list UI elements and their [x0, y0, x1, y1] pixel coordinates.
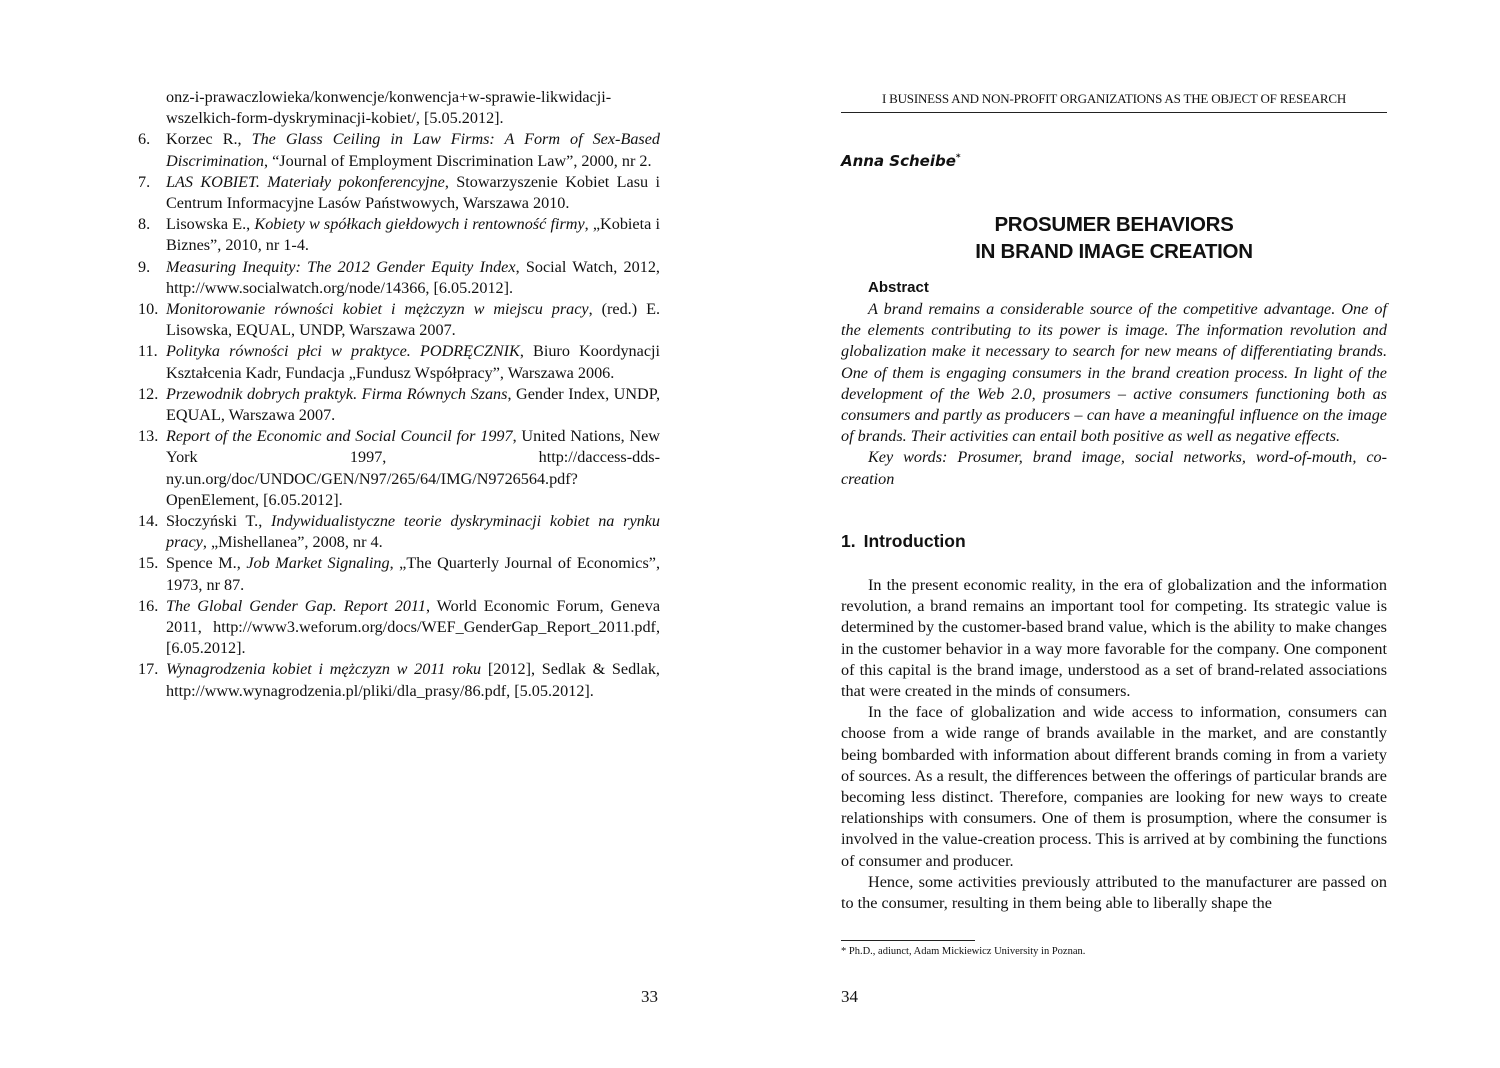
article-title: [841, 211, 1387, 265]
section-number: 1.: [841, 531, 856, 551]
article-title-line-2: IN BRAND IMAGE CREATION: [975, 240, 1253, 263]
running-head: I BUSINESS AND NON-PROFIT ORGANIZATIONS AS THE OBJECT OF RESEARCH: [881, 91, 1347, 106]
reference-item: [138, 384, 660, 426]
reference-number: 11.: [138, 342, 158, 361]
paragraph: Hence, some activities previously attributed to the manufacturer are passed on to the consumer, resulting in them being able to liberally shape the: [841, 872, 1387, 913]
right-page: [750, 0, 1500, 1068]
abstract-text: A brand remains a considerable source of the competitive advantage. One of the elements contributing to its power is image. The information revolution and globalization make it necessary to search for new means of differentiating brands. One of them is engaging consumers in the brand creation process. In light of the development of the Web 2.0, prosumers – active consumers functioning both as consumers and partly as producers – can have a meaningful influence on the image of brands. Their activities can entail both positive as well as negative effects.: [841, 300, 1387, 446]
abstract: [841, 299, 1387, 490]
reference-item: [138, 553, 660, 595]
section-heading: [841, 531, 966, 552]
author-footnote-mark: *: [955, 153, 961, 163]
reference-text: Przewodnik dobrych praktyk. Firma Równych Szans, Gender Index, UNDP, EQUAL, Warszawa 2007.: [166, 384, 660, 425]
paragraph: In the present economic reality, in the era of globalization and the information revolution, a brand remains an important tool for competing. Its strategic value is determined by the customer-based brand value, which is the ability to make changes in the customer behavior in a way more favorable for the company. One component of this capital is the brand image, understood as a set of brand-related associations that were created in the minds of consumers.: [841, 576, 1387, 701]
reference-text: Korzec R., The Glass Ceiling in Law Firms: A Form of Sex-Based Discrimination, “Journal of Employment Discrimination Law”, 2000, nr 2.: [166, 130, 660, 170]
article-title-line-1: PROSUMER BEHAVIORS: [994, 213, 1234, 236]
reference-number: 9.: [138, 257, 151, 276]
author-name: Anna Scheibe*: [841, 152, 961, 170]
page-number: 33: [641, 987, 658, 1006]
body-text: [841, 575, 1387, 914]
reference-number: 10.: [138, 300, 159, 319]
reference-text: The Global Gender Gap. Report 2011, World Economic Forum, Geneva 2011, http://www3.weforum.org/docs/WEF_GenderGap_Report_2011.pdf, [6.05.2012].: [166, 596, 661, 658]
reference-number: 16.: [138, 596, 159, 615]
reference-number: 6.: [138, 130, 151, 149]
reference-text: Słoczyński T., Indywidualistyczne teorie dyskryminacji kobiet na rynku pracy, „Mishellanea”, 2008, nr 4.: [166, 512, 661, 552]
reference-item: [138, 596, 660, 660]
reference-number: 8.: [138, 215, 151, 234]
reference-item: [138, 257, 660, 299]
reference-number: 15.: [138, 554, 159, 573]
reference-text: Wynagrodzenia kobiet i mężczyzn w 2011 roku [2012], Sedlak & Sedlak, http://www.wynagrodzenia.pl/pliki/dla_prasy/86.pdf, [5.05.2012].: [166, 660, 660, 700]
page-number: 34: [841, 987, 858, 1006]
reference-text: Spence M., Job Market Signaling, „The Quarterly Journal of Economics”, 1973, nr 87.: [166, 554, 661, 594]
abstract-heading: Abstract: [868, 279, 929, 296]
footnote-rule: [841, 940, 975, 941]
reference-item: [138, 172, 660, 214]
reference-continuation: onz-i-prawaczlowieka/konwencje/konwencja+w-sprawie-likwidacji-wszelkich-form-dyskryminacji-kobiet/, [5.05.2012].: [166, 88, 612, 128]
reference-item: [138, 511, 660, 553]
reference-number: 12.: [138, 384, 159, 403]
running-head-rule: [841, 112, 1387, 113]
reference-item: [138, 341, 660, 383]
reference-item: [138, 214, 660, 256]
reference-item: [138, 129, 660, 171]
reference-text: Monitorowanie równości kobiet i mężczyzn w miejscu pracy, (red.) E. Lisowska, EQUAL, UNDP, Warszawa 2007.: [166, 300, 661, 340]
reference-number: 7.: [138, 172, 151, 191]
reference-item: [138, 426, 660, 511]
reference-list: [138, 87, 660, 702]
reference-number: 14.: [138, 512, 159, 531]
reference-text: Measuring Inequity: The 2012 Gender Equity Index, Social Watch, 2012, http://www.socialwatch.org/node/14366, [6.05.2012].: [166, 257, 660, 297]
reference-number: 17.: [138, 660, 159, 679]
reference-item: [138, 299, 660, 341]
section-title: Introduction: [863, 531, 966, 551]
reference-item: [138, 659, 660, 701]
reference-number: 13.: [138, 427, 159, 446]
reference-text: Report of the Economic and Social Council for 1997, United Nations, New York 1997, http://daccess-dds-ny.un.org/doc/UNDOC/GEN/N97/265/64/IMG/N9726564.pdf?OpenElement, [6.05.2012].: [166, 427, 661, 509]
reference-text: LAS KOBIET. Materiały pokonferencyjne, Stowarzyszenie Kobiet Lasu i Centrum Informacyjne Lasów Państwowych, Warszawa 2010.: [166, 172, 660, 213]
reference-text: Lisowska E., Kobiety w spółkach giełdowych i rentowność firmy, „Kobieta i Biznes”, 2010, nr 1-4.: [166, 215, 660, 255]
reference-text: Polityka równości płci w praktyce. PODRĘCZNIK, Biuro Koordynacji Kształcenia Kadr, Fundacja „Fundusz Współpracy”, Warszawa 2006.: [166, 342, 661, 382]
paragraph: In the face of globalization and wide access to information, consumers can choose from a wide range of brands available in the market, and are constantly being bombarded with information about different brands coming in from a variety of sources. As a result, the differences between the offerings of particular brands are becoming less distinct. Therefore, companies are looking for new ways to create relationships with consumers. One of them is prosumption, where the consumer is involved in the value-creation process. This is arrived at by combining the functions of consumer and producer.: [841, 703, 1387, 870]
footnote: * Ph.D., adiunct, Adam Mickiewicz University in Poznan.: [841, 946, 1086, 957]
key-words: Key words: Prosumer, brand image, social networks, word-of-mouth, co-creation: [841, 448, 1387, 488]
